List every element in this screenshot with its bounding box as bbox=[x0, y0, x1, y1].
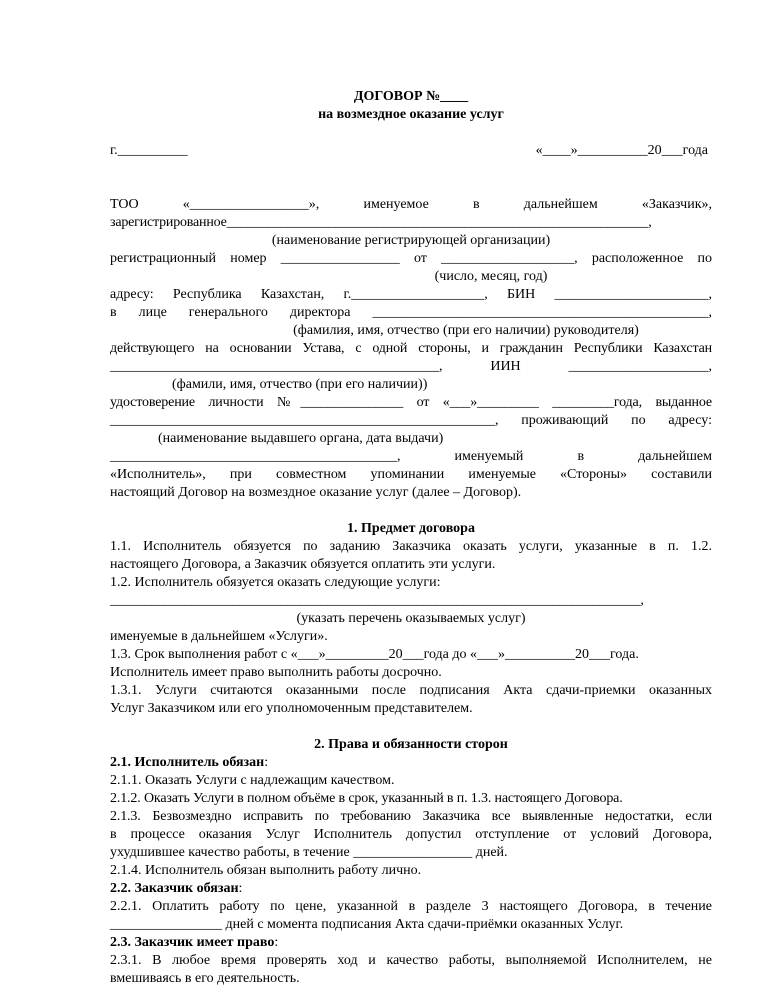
clause-line: 1.2. Исполнитель обязуется оказать следующие услуги: bbox=[110, 575, 441, 590]
clause-line: ________________ дней с момента подписания Акта сдачи-приёмки оказанных Услуг. bbox=[110, 917, 624, 932]
clause-line: ______________________________________________________________________________, bbox=[110, 593, 644, 608]
document-subtitle: на возмездное оказание услуг bbox=[318, 107, 504, 122]
clause-line: вмешиваясь в его деятельность. bbox=[110, 971, 300, 986]
section-2-heading: 2. Права и обязанности сторон bbox=[314, 737, 508, 752]
subsection-title: 2.2. Заказчик обязан bbox=[110, 881, 239, 896]
clause-line: 2.3.1. В любое время проверять ход и качество работы, выполняемой Исполнителем, не bbox=[110, 953, 712, 968]
clause-line: 2.1.4. Исполнитель обязан выполнить работу лично. bbox=[110, 863, 422, 878]
preamble-line: удостоверение личности №_______________ от «___»_________ _________года, выданное bbox=[110, 395, 712, 410]
preamble-line: адресу: Республика Казахстан, г.___________________, БИН ______________________, bbox=[110, 287, 712, 302]
subsection-heading bbox=[110, 754, 712, 772]
preamble-line: регистрационный номер _________________ от ___________________, расположенное по bbox=[110, 251, 712, 266]
clause-line: настоящего Договора, а Заказчик обязуется оплатить эти услуги. bbox=[110, 557, 496, 572]
preamble-line: настоящий Договор на возмездное оказание услуг (далее – Договор). bbox=[110, 485, 522, 500]
subsection-colon: : bbox=[264, 755, 269, 770]
preamble-line: «Исполнитель», при совместном упоминании именуемые «Стороны» составили bbox=[110, 467, 712, 482]
clause-line: 2.1.2. Оказать Услуги в полном объёме в срок, указанный в п. 1.3. настоящего Договора. bbox=[110, 791, 623, 806]
document-title: ДОГОВОР №____ bbox=[353, 89, 469, 104]
clause-line: 1.1. Исполнитель обязуется по заданию Заказчика оказать услуги, указанные в п. 1.2. bbox=[110, 539, 712, 554]
subsection-colon: : bbox=[274, 935, 279, 950]
clause-line: 2.1.1. Оказать Услуги с надлежащим качеством. bbox=[110, 773, 395, 788]
preamble-caption: (наименование регистрирующей организации) bbox=[271, 233, 551, 248]
subsection-heading bbox=[110, 880, 712, 898]
preamble-caption: (число, месяц, год) bbox=[434, 269, 548, 284]
subsection-title: 2.3. Заказчик имеет право bbox=[110, 935, 275, 950]
clause-line: 2.1.3. Безвозмездно исправить по требованию Заказчика все выявленные недостатки, если bbox=[110, 809, 712, 824]
clause-caption: (указать перечень оказываемых услуг) bbox=[296, 611, 526, 626]
clause-line: Исполнитель имеет право выполнить работы досрочно. bbox=[110, 665, 442, 680]
subsection-title: 2.1. Исполнитель обязан bbox=[110, 755, 265, 770]
preamble-line: зарегистрированное______________________________________________________________, bbox=[110, 215, 652, 230]
preamble-caption: (фамилия, имя, отчество (при его наличии) руководителя) bbox=[293, 323, 639, 338]
clause-line: ухудшившее качество работы, в течение _________________ дней. bbox=[110, 845, 508, 860]
preamble bbox=[110, 196, 712, 502]
clause-line: 1.3.1. Услуги считаются оказанными после подписания Акта сдачи-приемки оказанных bbox=[110, 683, 712, 698]
section-1-heading: 1. Предмет договора bbox=[347, 521, 475, 536]
place-date-row bbox=[110, 142, 712, 160]
place-field: г.__________ bbox=[110, 143, 188, 158]
clause-line: 2.2.1. Оплатить работу по цене, указанной в разделе 3 настоящего Договора, в течение bbox=[110, 899, 712, 914]
clause-line: Услуг Заказчиком или его уполномоченным представителем. bbox=[110, 701, 473, 716]
preamble-caption: (наименование выдавшего органа, дата выдачи) bbox=[158, 431, 444, 446]
preamble-line: действующего на основании Устава, с одной стороны, и гражданин Республики Казахстан bbox=[110, 341, 712, 356]
preamble-caption: (фамили, имя, отчество (при его наличии)) bbox=[172, 377, 428, 392]
preamble-line: в лице генерального директора ________________________________________________, bbox=[110, 305, 712, 320]
preamble-line: ТОО «_________________», именуемое в дальнейшем «Заказчик», bbox=[110, 197, 712, 212]
preamble-line: _______________________________________________, ИИН ____________________, bbox=[110, 359, 712, 374]
subsection-heading bbox=[110, 934, 712, 952]
preamble-line: _______________________________________________________, проживающий по адресу: bbox=[110, 413, 712, 428]
date-field: «____»__________20___года bbox=[535, 143, 708, 158]
subsection-colon: : bbox=[238, 881, 243, 896]
clause-line: в процессе оказания Услуг Исполнитель допустил отступление от условий Договора, bbox=[110, 827, 712, 842]
preamble-line: _________________________________________, именуемый в дальнейшем bbox=[110, 449, 712, 464]
clause-line: 1.3. Срок выполнения работ с «___»_________20___года до «___»__________20___года. bbox=[110, 647, 639, 662]
clause-line: именуемые в дальнейшем «Услуги». bbox=[110, 629, 328, 644]
